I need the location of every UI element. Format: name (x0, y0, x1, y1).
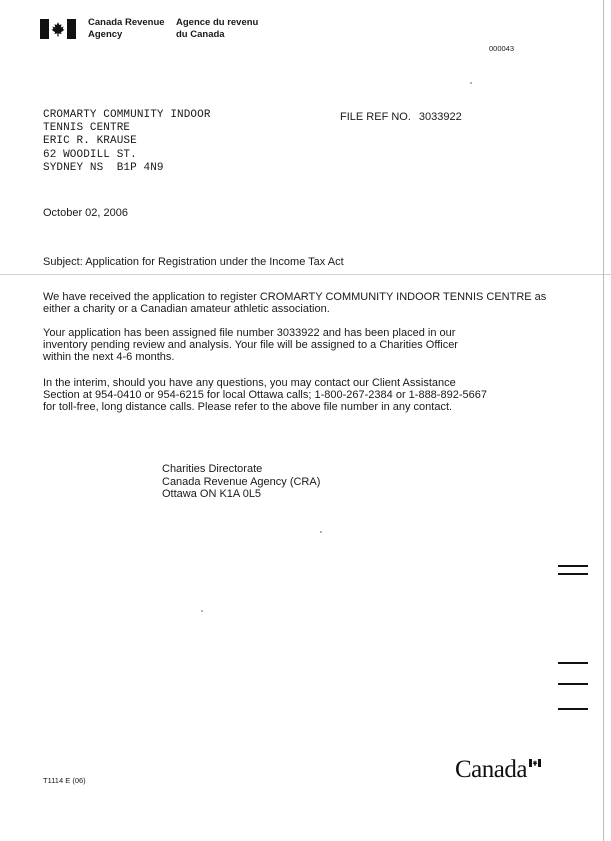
scan-divider (0, 274, 611, 275)
file-reference (340, 111, 462, 123)
address-line: SYDNEY NS B1P 4N9 (43, 161, 164, 174)
body-line: Your application has been assigned file number 3033922 and has been placed in our (43, 327, 456, 339)
file-ref-label: FILE REF NO. (340, 111, 411, 123)
scan-speck (320, 531, 322, 533)
body-paragraph-1 (43, 291, 546, 315)
signoff-line: Canada Revenue Agency (CRA) (162, 475, 321, 488)
document-number: 000043 (489, 44, 515, 53)
form-code: T1114 E (06) (43, 776, 86, 785)
address-line: TENNIS CENTRE (43, 122, 131, 135)
body-line: In the interim, should you have any questions, you may contact our Client Assistance (43, 377, 456, 389)
body-line: either a charity or a Canadian amateur athletic association. (43, 303, 330, 316)
scan-speck (470, 82, 472, 84)
body-line: We have received the application to register CROMARTY COMMUNITY INDOOR TENNIS CENTRE as (43, 291, 547, 303)
body-line: for toll-free, long distance calls. Please refer to the above file number in any contact. (43, 401, 453, 414)
signoff-line: Ottawa ON K1A 0L5 (162, 488, 262, 500)
form-mark (558, 565, 588, 567)
address-line: 62 WOODILL ST. (43, 148, 137, 161)
scan-speck (201, 610, 203, 612)
form-mark (558, 662, 588, 664)
body-paragraph-3 (43, 377, 487, 414)
canada-wordmark: Canada (455, 756, 527, 783)
body-paragraph-2 (43, 327, 458, 364)
signoff-block (162, 463, 320, 501)
letter-date: October 02, 2006 (43, 207, 129, 219)
agency-name-french (176, 17, 258, 40)
subject-line: Subject: Application for Registration under the Income Tax Act (43, 256, 344, 268)
form-mark (558, 708, 588, 710)
recipient-address (43, 109, 211, 175)
address-line: CROMARTY COMMUNITY INDOOR (43, 109, 211, 121)
agency-fr-line1: Agence du revenu (176, 17, 259, 28)
form-mark (558, 573, 588, 575)
file-ref-number: 3033922 (418, 111, 462, 123)
body-line: Section at 954-0410 or 954-6215 for local Ottawa calls; 1-800-267-2384 or 1-888-892-5667 (43, 389, 487, 402)
wordmark-flag-icon (529, 759, 541, 767)
agency-en-line1: Canada Revenue (88, 17, 165, 28)
body-line: inventory pending review and analysis. Your file will be assigned to a Charities Officer (43, 339, 458, 352)
agency-en-line2: Agency (88, 28, 123, 40)
agency-fr-line2: du Canada (176, 28, 225, 40)
form-mark (558, 683, 588, 685)
canada-flag-icon (40, 19, 76, 39)
signoff-line: Charities Directorate (162, 463, 263, 475)
scan-edge-line (603, 0, 604, 841)
agency-name-english (88, 17, 165, 40)
address-line: ERIC R. KRAUSE (43, 135, 137, 148)
body-line: within the next 4-6 months. (43, 351, 175, 364)
